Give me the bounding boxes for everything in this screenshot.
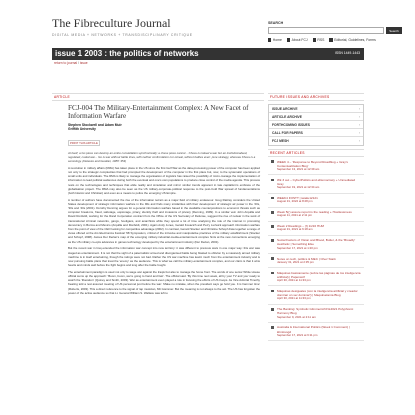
menu-issue-archive[interactable] [269, 105, 363, 113]
article-paragraph: The entertainment paradigm is used not only to wage war against the Iraqis but also to manage the home front. The words of one senior White House official sums up the approach: 'Boom, boom, we're going to hand and fast'. The official said. 'By this time next week, all by your TV and you' ready to watch the 'liberation' (Quiney and Smith, 2003). War as entertainment even played a role in focusing the efforts of US troops. As Vice Admiral Timothy Keating told a rest assured meeting of US personnel just before the war: 'Make no mistake, when the president says go hold you. It is hammer time' (Roberts, 2003). This a direct reference to the signal of rap musician, MC Hammer. But the meaning is not always to the act. The US has forgotten the power of the active audience so that Lt. General William S. Wallace was left to [68, 269, 260, 295]
search-input[interactable] [268, 27, 384, 34]
recent-link[interactable]: The Banking: Symbolic Glimmeric/CNL2021 Polyphonic Harmony Blog [277, 307, 354, 316]
print-article-link[interactable]: PRINT THIS ARTICLE [70, 140, 98, 145]
breadcrumb-journal-link[interactable]: return to journal [54, 60, 78, 65]
nav-home[interactable] [268, 38, 282, 42]
chevron-right-icon: › [358, 114, 360, 119]
breadcrumb-issue-link[interactable]: issue [79, 60, 88, 65]
nav-editorial-label: Editorial, Guidelines, Forms [334, 38, 376, 42]
recent-date: September 9, 2021 at 2:11 am [277, 314, 316, 319]
recent-date: August 31, 2021 at 6:18 am [277, 227, 313, 232]
list-item[interactable] [268, 236, 364, 254]
recent-date: September 17, 2021 at 6:11 pm [277, 332, 318, 337]
list-item[interactable] [268, 305, 364, 323]
breadcrumb [54, 61, 88, 65]
recent-link[interactable]: Notes on tech, politics & MEC | Chez Stark [277, 256, 336, 261]
bullet-icon [271, 239, 274, 242]
list-item[interactable] [268, 222, 364, 236]
search-label: SEARCH [268, 21, 284, 25]
article-paragraph: A number of authors have documented the rise of the information terrain as a major field of military endeavour. Greg Rattray considers the United States development of strategic information warfare in the 90s and finds many similarities with their development of strategic air power in the '20s, '30s and '40s (2001). Dorothy Denning argues for a general information warfare based in the available counterpositions to economic threats such as computer break-ins, fraud, sabotage, espionage, piracy, identity theft and invasions of privacy (Denning, 1999). In a similar vein John Arquilla and David Ronfeldt, working for the Rand Corporation contract from the Office of the US Secretary of Defense, suggest the rise of netwar in the work of transnational criminal networks, gangs, hooligans, and anarchists while they spend a lot of time analysing the role of the internet in promoting democracy in Burma and Mexico (Arquilla and Ronfeldt, 2001). Again Andy Jones, Gerald Kovacich and Perry Luzwick approach information warfare from the point of view of the CEO looking for competitive advantage (2002). In contrast, Gerard Stocker and Christine Schopf draw together a range of views offered at the Ars Electronica Festival '98 Symposium, critical of the intrusive and manipulative practices of the military establishment (Stocker and Schopf, 1998). James Der Derian's map of the emerging military-industrial-media-entertainment complex hints at the new connections emerging as the US military co-opts advances in games technology developed by the entertainment industry (Der Derian, 2001). [68, 197, 260, 244]
recent-link[interactable]: Wk 3 out – CyberPolitics and eDemocracy + Unmediated Gray [277, 177, 356, 186]
recent-date: April 30, 2021 at 11:33 pm [277, 296, 311, 301]
bullet-icon [271, 225, 274, 228]
search-button[interactable]: Search [386, 27, 402, 34]
bullet-icon [271, 290, 274, 293]
bullet-icon [271, 197, 274, 200]
nav-about-fcj[interactable] [287, 38, 308, 42]
recent-link[interactable]: Week 5(r) assure report is the reading + Hostlessmess [277, 210, 352, 215]
editorial-icon [329, 38, 332, 41]
bullet-icon [271, 308, 274, 311]
list-item[interactable] [268, 175, 364, 193]
menu-label: FCJ MESH [272, 139, 289, 143]
top-nav [268, 37, 415, 43]
recent-link[interactable]: WEEK4 FOSTT | iwaku12121 [277, 196, 318, 201]
menu-call-for-papers[interactable] [269, 129, 363, 137]
menu-fcj-mesh[interactable] [269, 137, 363, 145]
recent-link[interactable]: WEEK 4 – 'Response to Beyond Roadblog + Gray's Contextualization Blog' [277, 159, 348, 168]
chevron-right-icon: › [358, 106, 360, 111]
sidebar [268, 93, 364, 415]
site-tagline: DIGITAL MEDIA + NETWORKS + TRANSDISCIPLINARY CRITIQUE [52, 32, 193, 37]
list-item[interactable] [268, 323, 364, 341]
recent-date: January 31, 2021 at 2:35 pm [277, 259, 314, 264]
issue-title: issue 1 2003 : the politics of networks [55, 49, 199, 58]
recent-date: April 30, 2021 at 11:33 pm [277, 278, 311, 283]
recent-date: September 17, 2021 at 1:20 pm [277, 245, 318, 250]
article-body [52, 105, 264, 295]
bullet-icon [271, 326, 274, 329]
recent-date: August 11, 2021 at 2:11 pm [277, 213, 313, 218]
menu-label: ISSUE ARCHIVE [272, 106, 298, 111]
bullet-icon [271, 160, 274, 163]
nav-rss-label: RSS [317, 38, 325, 42]
article-paragraph: A revolution in military affairs (RMA) has taken place in the US since the first Gulf War as the data-processing power of the computer has been applied not only to the strategic complexities that had prompted the development of the computer in the first place but, now, to the systematic operations of small units and individuals. The RMA is likely to manage the organisation of logistics has raised the possibility of micro-manage the implementation of information to lead political audiences during both the eventual and one's own populations to produce close control of the media agenda. This process rests on the technologies and techniques that elide reality and simulation and mirror similar trends apparent in late capitalism's embrace of the globalisation project. The RMA may also be seen as the US military-corporate-political response to the post-Cold War spread of fundamentalisms (both Islamic and Christian) and even as a means to police the emerging US Empire. [68, 165, 260, 195]
chevron-right-icon: › [358, 139, 360, 143]
list-item[interactable] [268, 208, 364, 222]
recent-articles-header: RECENT ARTICLES [268, 149, 364, 157]
recent-link[interactable]: Social Factors of Vision and Blood, Butler, & the 'Broadly' Aesthetic | Something Else [277, 238, 356, 247]
chevron-right-icon: › [358, 130, 360, 135]
nav-rss[interactable] [313, 38, 325, 42]
menu-label: ARTICLE ARCHIVE [272, 114, 302, 119]
article-section-header: ARTICLE [52, 93, 264, 101]
menu-label: FORTHCOMING ISSUES [272, 122, 310, 127]
site-header [52, 16, 399, 48]
recent-link[interactable]: Máquinas basicamente (sobre las páginas de los inteligencia artificial) | Paperwolf [277, 270, 361, 279]
recent-date: September 13, 2021 at 12:39 am [277, 166, 320, 171]
sidebar-archives-header: FUTURE ISSUES AND ARCHIVES [268, 93, 364, 101]
recent-date: September 19, 2021 at 12:34 am [277, 185, 320, 190]
menu-label: CALL FOR PAPERS [272, 130, 303, 135]
recent-articles-list [268, 157, 364, 341]
bullet-icon [271, 211, 274, 214]
site-title[interactable]: The Fibreculture Journal [52, 16, 171, 30]
list-item[interactable] [268, 268, 364, 286]
rss-icon [313, 38, 316, 41]
article-institution: Griffith University [68, 126, 96, 131]
article-paragraph: But the recent war in Iraq extended the information war concept into new territory: it was different to previous wars in one major way: this war was staged as entertainment. It is not that the sight of a paternalistic armed and disorganised battle being blasted to oblivion by a massively armed military machine is in itself entertaining, though the ratings were not bad. Rather the US war machine has learnt much from the entertainment industry and is now pursuing battle plans that treat the 'enemy' as the audience. This is what we call the military-entertainment complex, and our claim is that it wins hearts and minds well before the fight begins and long after the battle fought. [68, 246, 260, 268]
bullet-icon [271, 257, 274, 260]
issn-label: ISSN 1449-1443 [334, 51, 360, 55]
home-icon [268, 38, 271, 41]
bullet-icon [271, 272, 274, 275]
issue-banner [52, 48, 364, 60]
article-epigraph: At itself, a Go piece can destroy an entire constellation synchronically; a chess piece cannot... Chess is indeed a war but an institutionalised, regulated, coded war... Go is war without battle lines, with neither confrontation nor retreat, without battles even: pure strategy, whereas Chess is a semiology. (Deleuze and Guattari, 1988: 353) [68, 150, 256, 163]
menu-forthcoming-issues[interactable] [269, 121, 363, 129]
list-item[interactable] [268, 157, 364, 175]
list-item[interactable] [268, 194, 364, 208]
search-row [268, 27, 415, 34]
article-column [52, 93, 264, 415]
nav-home-label: Home [272, 38, 282, 42]
search-area [268, 21, 415, 43]
list-item[interactable] [268, 286, 364, 304]
nav-editorial[interactable] [329, 38, 375, 42]
recent-link[interactable]: Máquinas desiguales (con la inteligencia artificial y creador dominar un ser dominar!) | Maquinatomia Blog [277, 288, 358, 298]
recent-link[interactable]: Week 2 Readings – (f) 11/16 HUM [277, 224, 324, 229]
recent-date: August 31, 2022 at 8:28 pm [277, 199, 313, 204]
recent-link[interactable]: Australia & International Politics (Week 1 Comment) | kitmiresgd [277, 325, 350, 334]
article-title: FCJ-004 The Military-Entertainment Complex: A New Facet of Information Warfare [68, 104, 249, 120]
chevron-right-icon: › [358, 122, 360, 127]
menu-article-archive[interactable] [269, 113, 363, 121]
list-item[interactable] [268, 254, 364, 268]
about-icon [287, 38, 290, 41]
article-author: Stephen Stockwell and Adam Muir [68, 122, 122, 127]
bullet-icon [271, 179, 274, 182]
breadcrumb-separator: / [77, 60, 80, 65]
nav-about-label: About FCJ [291, 38, 308, 42]
archive-menu [268, 104, 364, 146]
